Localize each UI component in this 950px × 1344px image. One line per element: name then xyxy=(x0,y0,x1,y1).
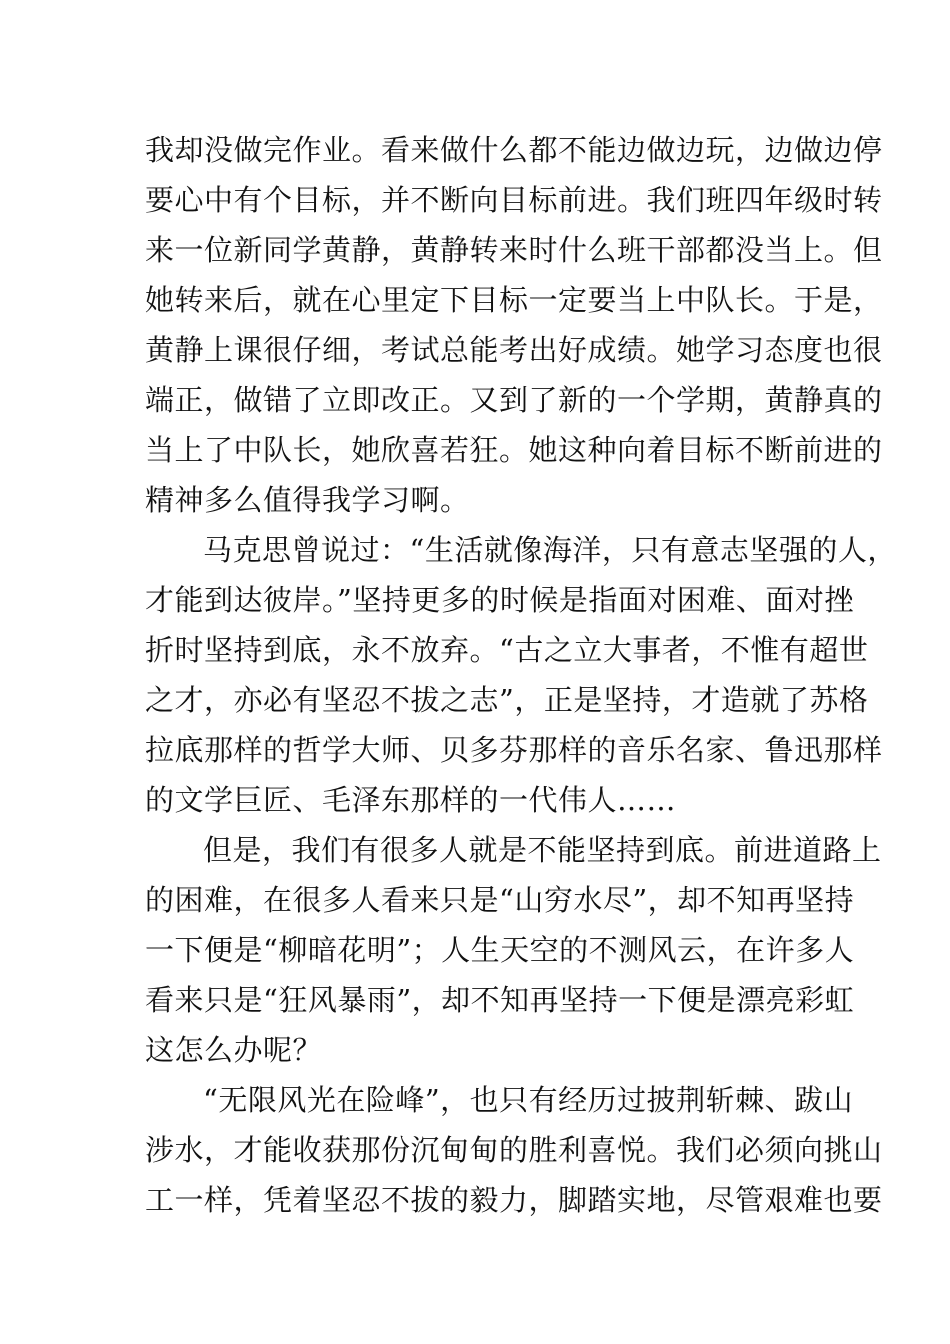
text-line: 端正，做错了立即改正。又到了新的一个学期，黄静真的 xyxy=(145,383,883,417)
text-line: 的困难，在很多人看来只是“山穷水尽”，却不知再坚持 xyxy=(145,883,855,917)
paragraph-first-line: “无限风光在险峰”，也只有经历过披荆斩棘、跋山 xyxy=(203,1083,854,1117)
text-line: 看来只是“狂风暴雨”，却不知再坚持一下便是漂亮彩虹 xyxy=(145,983,855,1017)
text-line: 我却没做完作业。看来做什么都不能边做边玩，边做边停 xyxy=(145,133,883,167)
text-line: 工一样，凭着坚忍不拔的毅力，脚踏实地，尽管艰难也要 xyxy=(145,1183,883,1217)
text-line: 之才，亦必有坚忍不拔之志”，正是坚持，才造就了苏格 xyxy=(145,683,869,717)
text-line: 来一位新同学黄静，黄静转来时什么班干部都没当上。但 xyxy=(145,233,883,267)
text-line: 当上了中队长，她欣喜若狂。她这种向着目标不断前进的 xyxy=(145,433,883,467)
text-line: 这怎么办呢？ xyxy=(145,1033,323,1067)
text-line: 才能到达彼岸。”坚持更多的时候是指面对困难、面对挫 xyxy=(145,583,854,617)
text-line: 她转来后，就在心里定下目标一定要当上中队长。于是， xyxy=(145,283,883,317)
text-line: 拉底那样的哲学大师、贝多芬那样的音乐名家、鲁迅那样 xyxy=(145,733,883,767)
paragraph-first-line: 马克思曾说过：“生活就像海洋，只有意志坚强的人， xyxy=(203,533,897,567)
text-line: 一下便是“柳暗花明”；人生天空的不测风云，在许多人 xyxy=(145,933,855,967)
text-line: 黄静上课很仔细，考试总能考出好成绩。她学习态度也很 xyxy=(145,333,883,367)
text-line: 精神多么值得我学习啊。 xyxy=(145,483,470,517)
paragraph-first-line: 但是，我们有很多人就是不能坚持到底。前进道路上 xyxy=(203,833,882,867)
text-line: 涉水，才能收获那份沉甸甸的胜利喜悦。我们必须向挑山 xyxy=(145,1133,883,1167)
text-line: 的文学巨匠、毛泽东那样的一代伟人…… xyxy=(145,783,677,817)
text-line: 要心中有个目标，并不断向目标前进。我们班四年级时转 xyxy=(145,183,883,217)
text-line: 折时坚持到底，永不放弃。“古之立大事者，不惟有超世 xyxy=(145,633,869,667)
